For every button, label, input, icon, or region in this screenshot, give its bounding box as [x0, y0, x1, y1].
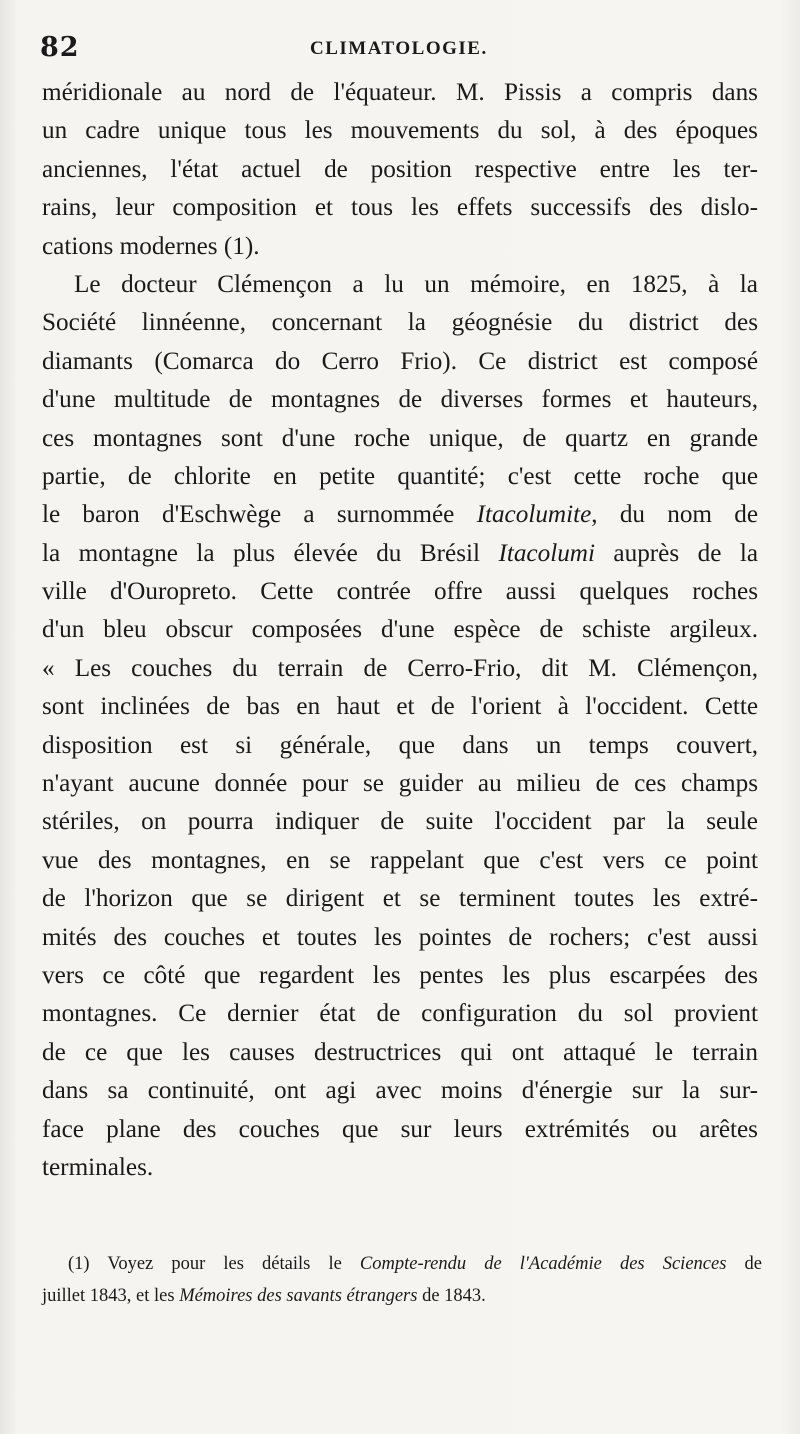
text-line-mixed [42, 496, 758, 534]
text-line: Société linnéenne, concernant la géognésie du district des [42, 309, 758, 337]
text-line: ville d'Ouropreto. Cette contrée offre aussi quelques roches [42, 578, 758, 606]
text-line: stériles, on pourra indiquer de suite l'occident par la seule [42, 808, 758, 836]
text-line: anciennes, l'état actuel de position respective entre les ter- [42, 155, 758, 183]
text-segment: de [726, 1254, 762, 1274]
italic-term: Itacolumite [476, 501, 592, 529]
text-segment: le baron d'Eschwège a surnommée [42, 501, 477, 529]
text-segment: de 1843. [417, 1286, 486, 1306]
text-line: rains, leur composition et tous les effets successifs des dislo- [42, 194, 758, 222]
text-line: disposition est si générale, que dans un temps couvert, [42, 731, 758, 759]
text-line: vue des montagnes, en se rappelant que c'est vers ce point [42, 846, 758, 874]
text-line: méridionale au nord de l'équateur. M. Pissis a compris dans [42, 79, 758, 106]
text-line-mixed [42, 535, 758, 573]
text-line: « Les couches du terrain de Cerro-Frio, dit M. Clémençon, [42, 654, 758, 682]
italic-term: Itacolumi [498, 539, 595, 567]
italic-title: Compte-rendu de l'Académie des Sciences [359, 1254, 727, 1274]
text-segment: juillet 1843, et les [42, 1286, 180, 1306]
text-line: mités des couches et toutes les pointes de rochers; c'est aussi [42, 923, 758, 951]
text-line: de ce que les causes destructrices qui ont attaqué le terrain [42, 1038, 758, 1066]
text-line: cations modernes (1). [42, 232, 260, 260]
text-line: Le docteur Clémençon a lu un mémoire, en 1825, à la [74, 270, 758, 298]
text-line: d'un bleu obscur composées d'une espèce de schiste argileux. [42, 616, 758, 644]
italic-title: Mémoires des savants étrangers [179, 1286, 418, 1306]
text-line: terminales. [42, 1153, 154, 1181]
text-line: de l'horizon que se dirigent et se terminent toutes les extré- [42, 885, 758, 913]
text-line: partie, de chlorite en petite quantité; c'est cette roche que [42, 462, 758, 490]
text-line: diamants (Comarca do Cerro Frio). Ce district est composé [42, 347, 758, 375]
footnote [42, 1248, 762, 1312]
text-line: n'ayant aucune donnée pour se guider au milieu de ces champs [42, 770, 758, 798]
page-number: 82 [40, 32, 80, 63]
text-segment: (1) Voyez pour les détails le [68, 1254, 360, 1274]
footnote-line [42, 1248, 762, 1280]
text-line: un cadre unique tous les mouvements du sol, à des époques [42, 117, 758, 145]
text-line: montagnes. Ce dernier état de configuration du sol provient [42, 1000, 758, 1028]
text-line: sont inclinées de bas en haut et de l'orient à l'occident. Cette [42, 693, 758, 721]
footnote-line [42, 1280, 762, 1312]
text-segment: la montagne la plus élevée du Brésil [42, 539, 499, 567]
text-segment: auprès de la [594, 539, 759, 567]
text-line: dans sa continuité, ont agi avec moins d'énergie sur la sur- [42, 1077, 758, 1105]
text-line: ces montagnes sont d'une roche unique, de quartz en grande [42, 424, 758, 452]
text-line: d'une multitude de montagnes de diverses formes et hauteurs, [42, 386, 758, 414]
body-text [42, 74, 758, 1187]
text-line: face plane des couches que sur leurs extrémités ou arêtes [42, 1115, 758, 1143]
page-header [40, 32, 760, 72]
running-head: CLIMATOLOGIE. [310, 38, 488, 59]
text-segment: , du nom de [591, 501, 759, 529]
text-line: vers ce côté que regardent les pentes les plus escarpées des [42, 961, 758, 989]
